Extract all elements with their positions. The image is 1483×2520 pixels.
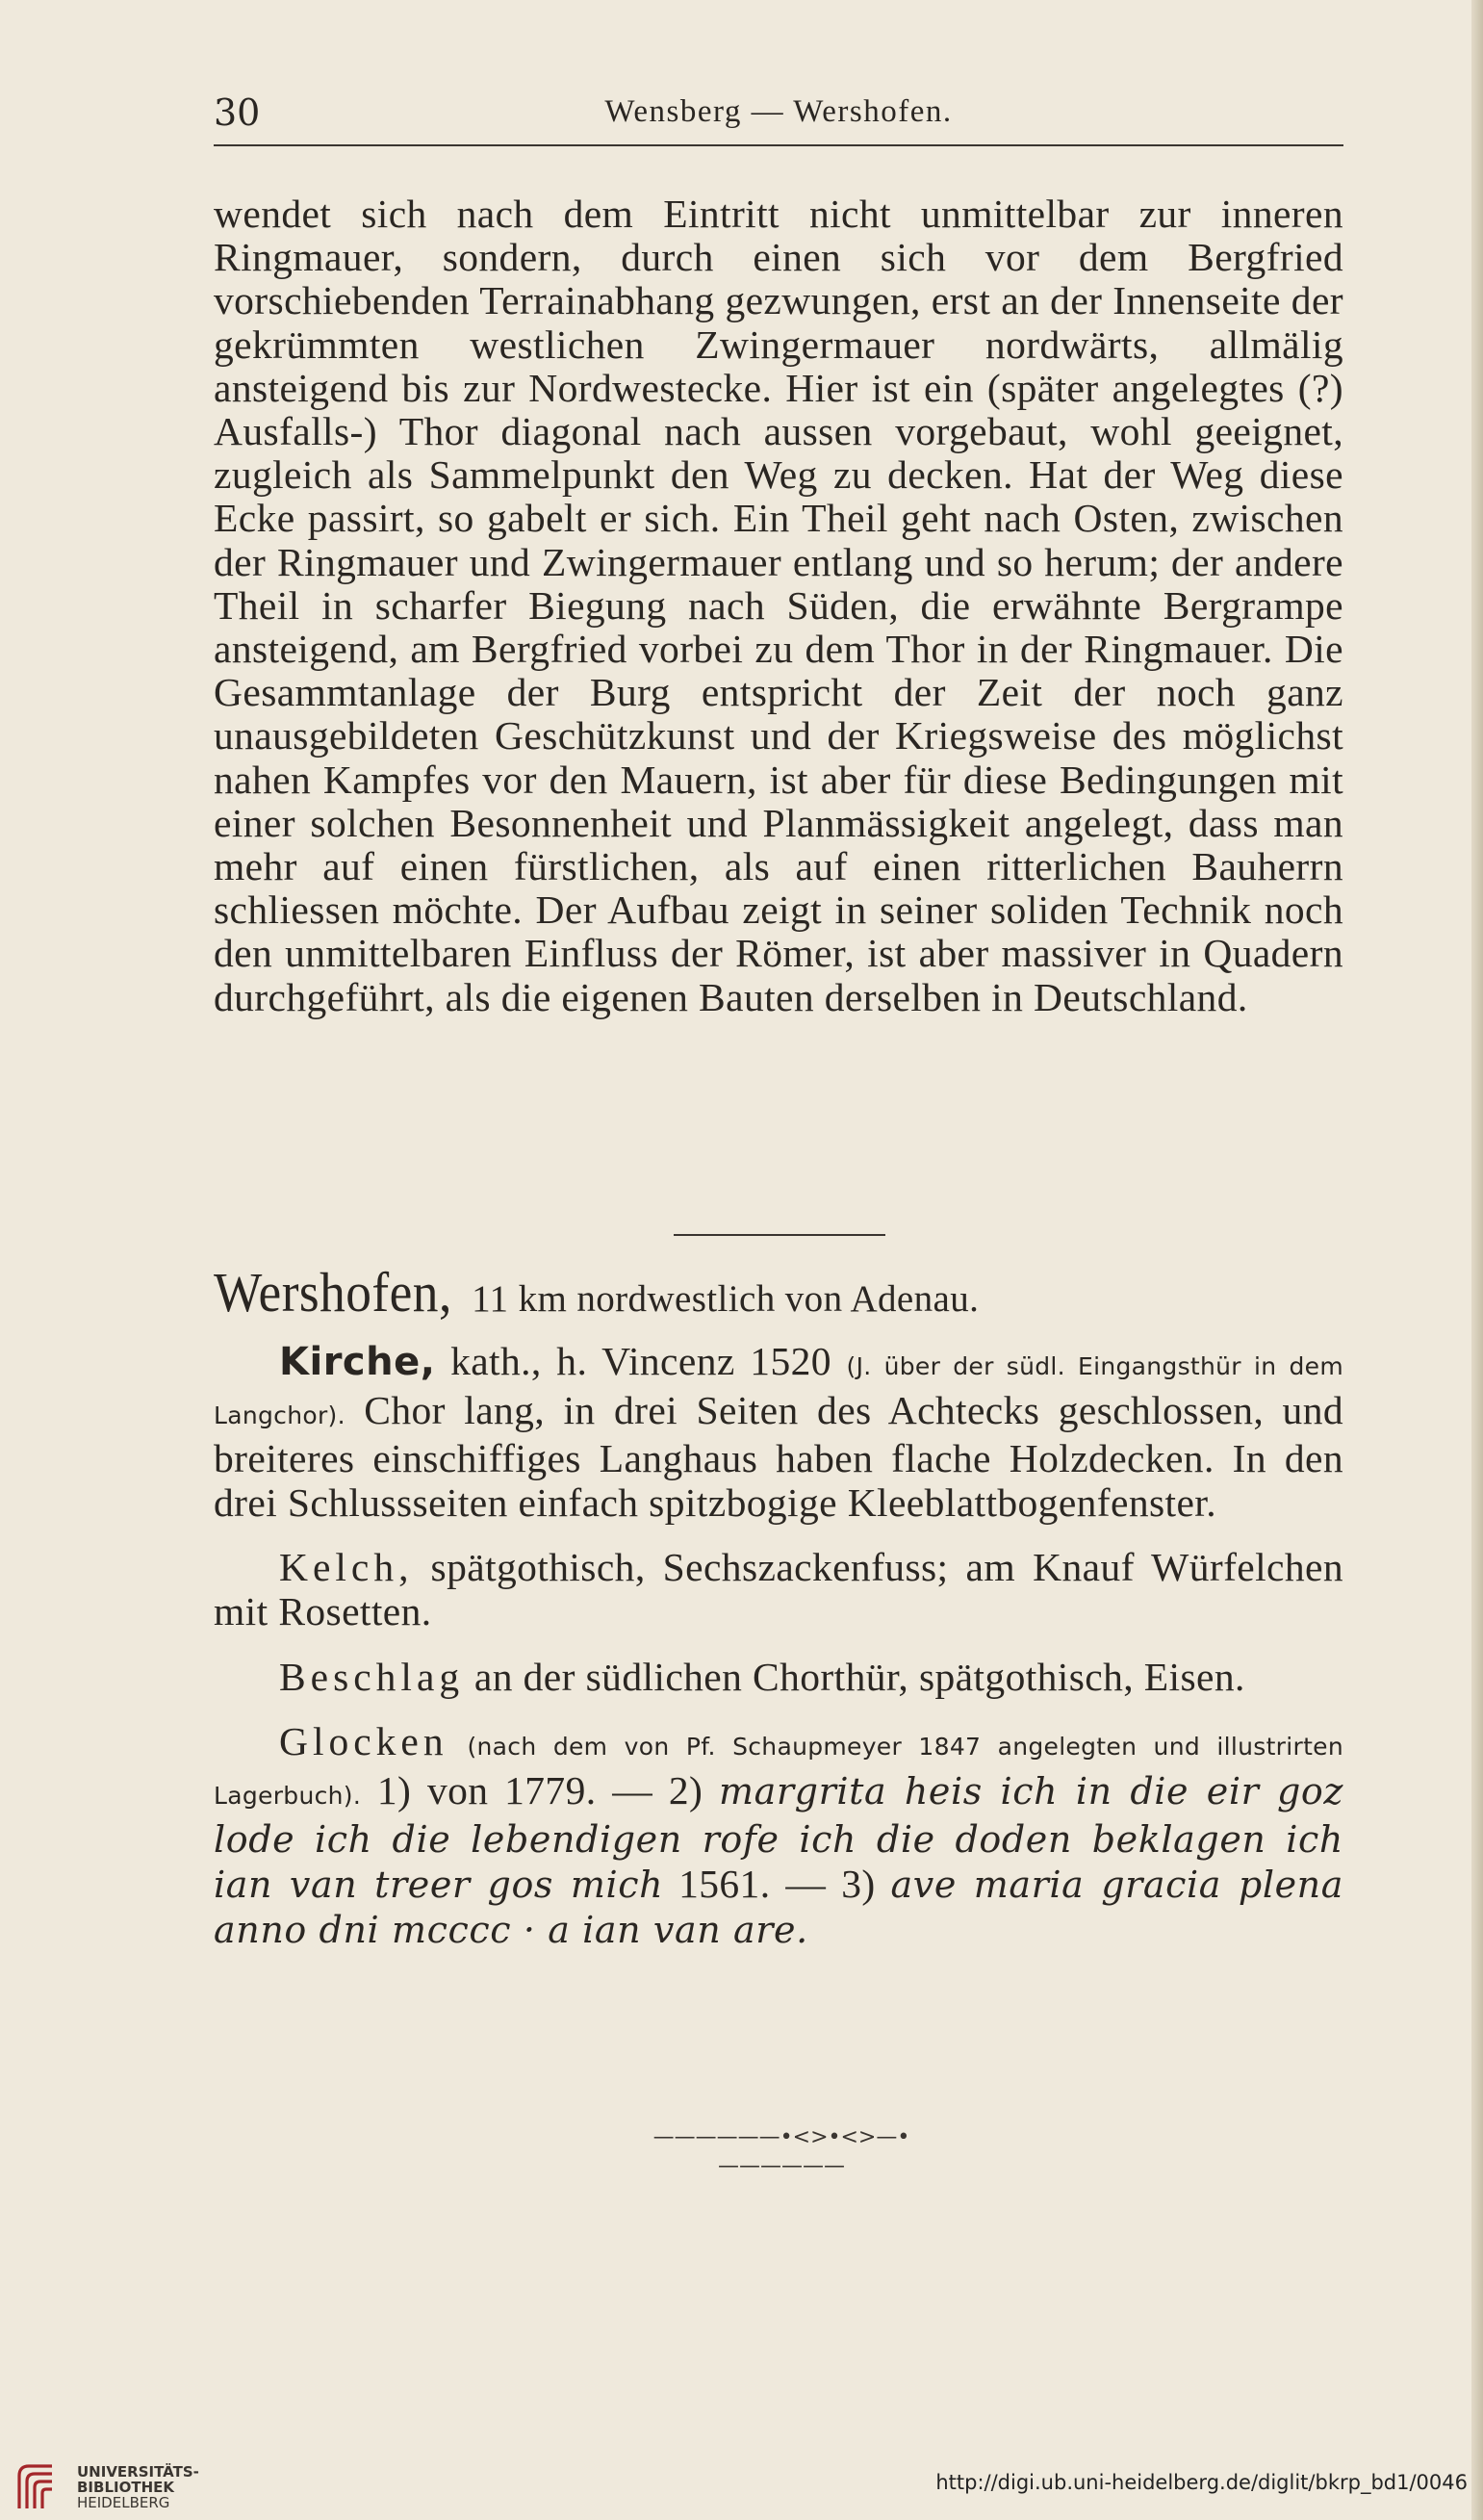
glocken-note: (nach dem von Pf. Schaupmeyer 1847 angelegten und illustrirten Lagerbuch). (214, 1733, 1343, 1810)
body-paragraph: wendet sich nach dem Eintritt nicht unmittelbar zur inneren Ringmauer, sondern, durch einen sich vor dem Bergfried vorschiebenden Terrainabhang gezwungen, erst an der Innenseite der gekrümmten westlichen Zwingermauer nordwärts, allmälig ansteigend bis zur Nordwestecke. Hier ist ein (später angelegtes (?) Ausfalls-) Thor diagonal nach aussen vorgebaut, wohl geeignet, zugleich als Sammelpunkt den Weg zu decken. Hat der Weg diese Ecke passirt, so gabelt er sich. Ein Theil geht nach Osten, zwischen der Ringmauer und Zwingermauer entlang und so herum; der andere Theil in scharfer Biegung nach Süden, die erwähnte Bergrampe ansteigend, am Bergfried vorbei zu dem Thor in der Ringmauer. Die Gesammtanlage der Burg entspricht der Zeit der noch ganz unausgebildeten Geschützkunst und der Kriegsweise des möglichst nahen Kampfes vor den Mauern, ist aber für diese Bedingungen mit einer solchen Besonnenheit und Planmässigkeit angelegt, dass man mehr auf einen fürstlichen, als auf einen ritterlichen Bauherrn schliessen möchte. Der Aufbau zeigt in seiner soliden Technik noch den unmittelbaren Einfluss der Römer, ist aber massiver in Quadern durchgeführt, als die eigenen Bauten derselben in Deutschland. (214, 192, 1343, 1019)
library-logo-icon (13, 2460, 67, 2514)
logo-line-2: BIBLIOTHEK (77, 2479, 174, 2496)
entry-label-beschlag: Beschlag (279, 1654, 465, 1699)
entry-kelch (214, 1546, 1343, 1633)
page-header (214, 89, 1343, 144)
entry-label-glocken: Glocken (279, 1719, 448, 1764)
wershofen-section (214, 1253, 1343, 1952)
source-url[interactable]: http://digi.ub.uni-heidelberg.de/diglit/bkrp_bd1/0046 (935, 2471, 1468, 2494)
glocken-inscription-1: margrita heis ich in die eir goz lode ich die lebendigen rofe ich die doden beklagen ich ian van treer gos mich (214, 1769, 1344, 1906)
place-name: Wershofen, (214, 1261, 452, 1324)
kirche-text-b: Chor lang, in drei Seiten des Achtecks geschlossen, und breiteres einschiffiges Langhaus haben flache Holzdecken. In den drei Schlussseiten einfach spitzbogige Kleeblattbogenfenster. (214, 1387, 1343, 1525)
end-ornament: ——————•<>•<>—•—————— (652, 2125, 910, 2178)
glocken-inscription-2: ave maria gracia plena anno dni mcccc · a ian van are. (214, 1863, 1343, 1951)
page-number: 30 (214, 91, 261, 134)
library-logo[interactable] (13, 2460, 264, 2514)
page-edge-shadow (1471, 0, 1483, 2520)
entry-glocken (214, 1720, 1343, 1952)
header-rule (214, 144, 1343, 146)
kelch-text: spätgothisch, Sechszackenfuss; am Knauf Würfelchen mit Rosetten. (214, 1545, 1343, 1633)
entry-kirche (214, 1340, 1343, 1525)
beschlag-text: an der südlichen Chorthür, spätgothisch, Eisen. (473, 1654, 1245, 1699)
kirche-text-a: kath., h. Vincenz 1520 (450, 1339, 831, 1383)
logo-line-1: UNIVERSITÄTS- (77, 2463, 199, 2481)
section-divider (674, 1234, 885, 1236)
glocken-text-a: 1) von 1779. — 2) (376, 1767, 703, 1813)
entry-beschlag (214, 1656, 1343, 1700)
entry-label-kelch: Kelch, (279, 1545, 414, 1590)
kirche-note: (J. über der südl. Eingangsthür in dem Langchor). (214, 1352, 1343, 1429)
glocken-text-b: 1561. — 3) (678, 1861, 876, 1906)
place-location: 11 km nordwestlich von Adenau. (472, 1278, 980, 1320)
running-title: Wensberg — Wershofen. (604, 94, 953, 129)
entry-label-kirche: Kirche, (279, 1340, 436, 1384)
logo-line-3: HEIDELBERG (77, 2494, 170, 2511)
library-logo-text (77, 2464, 199, 2510)
place-heading (214, 1253, 1343, 1332)
